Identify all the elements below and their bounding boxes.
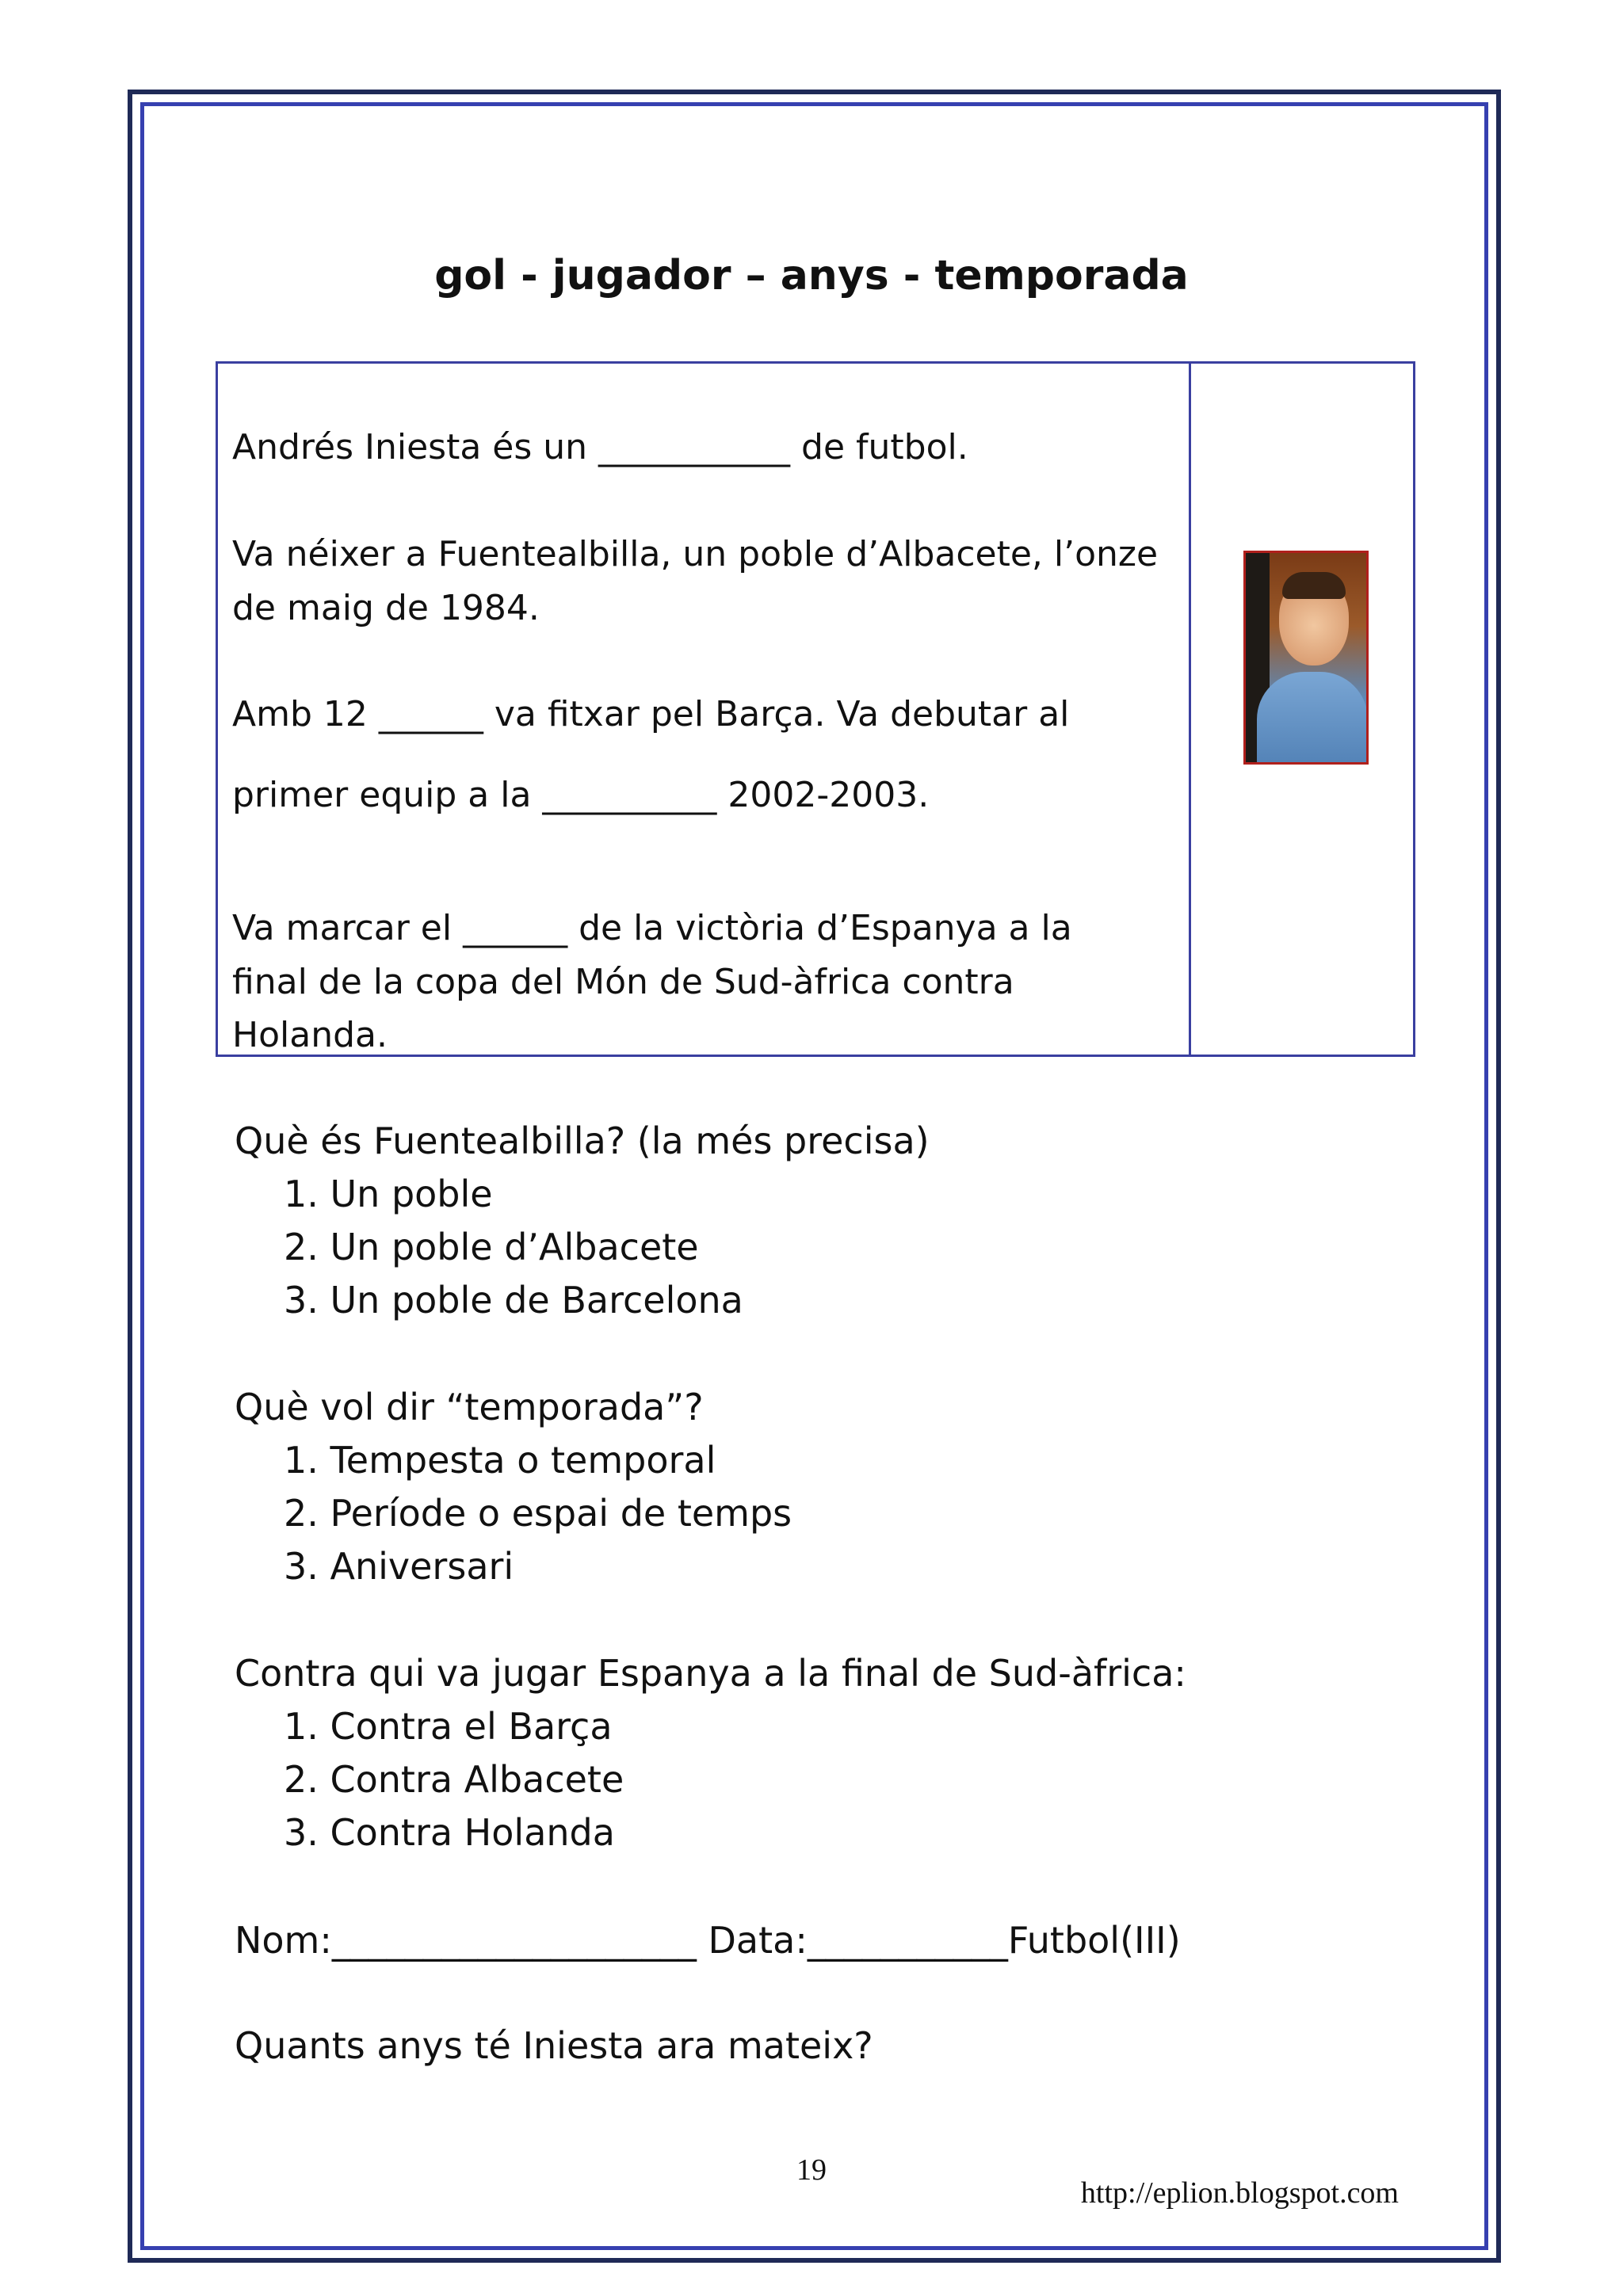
answer-option: 1. Contra el Barça (284, 1705, 613, 1748)
page-number: 19 (796, 2153, 827, 2187)
source-url: http://eplion.blogspot.com (1080, 2176, 1399, 2210)
name-date-line: Nom:____________________ Data:___________Futbol(III) (235, 1919, 1181, 1962)
table-line: primer equip a la __________ 2002-2003. (232, 775, 930, 815)
answer-option: 1. Tempesta o temporal (284, 1439, 716, 1482)
player-photo (1243, 551, 1369, 765)
table-line: de maig de 1984. (232, 588, 540, 628)
answer-option: 2. Període o espai de temps (284, 1492, 792, 1535)
answer-option: 2. Contra Albacete (284, 1758, 624, 1801)
table-line: Va marcar el ______ de la victòria d’Espanya a la (232, 908, 1072, 948)
answer-option: 3. Contra Holanda (284, 1811, 615, 1854)
answer-option: 2. Un poble d’Albacete (284, 1226, 699, 1268)
table-line: final de la copa del Món de Sud-àfrica contra (232, 962, 1014, 1002)
answer-option: 3. Aniversari (284, 1545, 514, 1588)
table-column-divider (1189, 364, 1191, 1055)
final-question: Quants anys té Iniesta ara mateix? (235, 2024, 873, 2067)
answer-option: 3. Un poble de Barcelona (284, 1279, 743, 1322)
page-title: gol - jugador – anys - temporada (434, 252, 1189, 299)
table-line: Andrés Iniesta és un ___________ de futbol. (232, 427, 968, 467)
question-text: Què és Fuentealbilla? (la més precisa) (235, 1119, 930, 1162)
question-text: Què vol dir “temporada”? (235, 1386, 704, 1428)
table-line: Amb 12 ______ va fitxar pel Barça. Va debutar al (232, 694, 1070, 734)
answer-option: 1. Un poble (284, 1173, 493, 1215)
table-line: Holanda. (232, 1015, 388, 1055)
table-line: Va néixer a Fuentealbilla, un poble d’Albacete, l’onze (232, 534, 1159, 574)
question-text: Contra qui va jugar Espanya a la final de Sud-àfrica: (235, 1652, 1186, 1695)
reading-table (216, 361, 1415, 1057)
